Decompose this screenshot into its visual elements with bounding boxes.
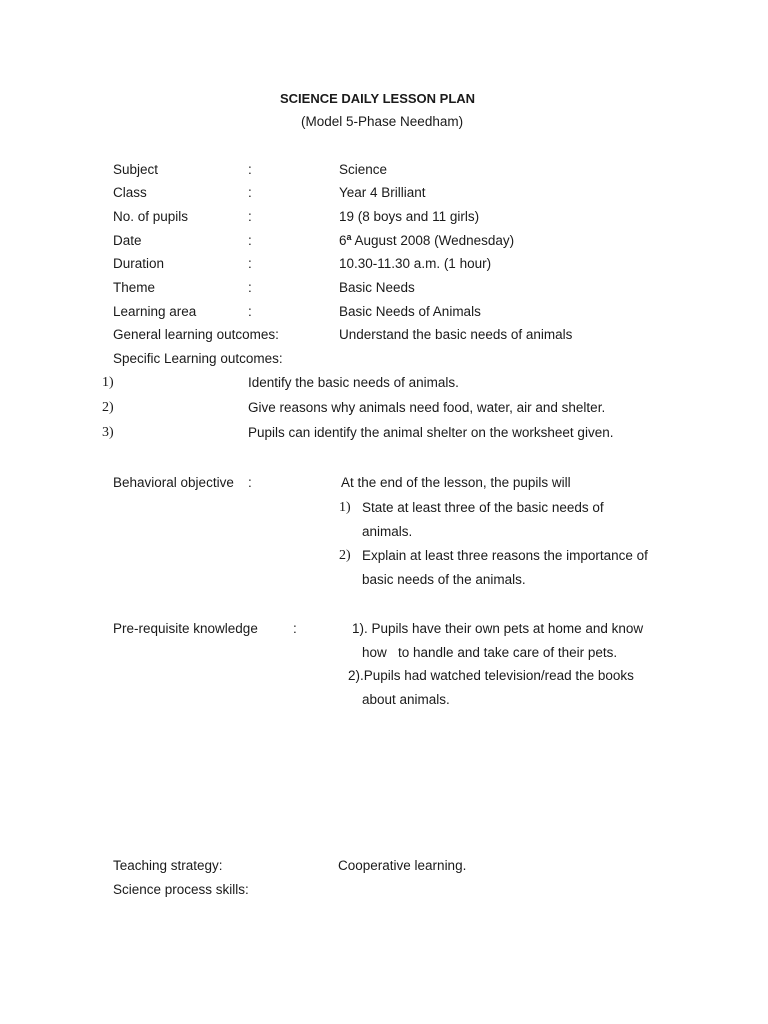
specific-outcome-number: 1) (102, 375, 114, 390)
general-outcomes-value: Understand the basic needs of animals (339, 327, 573, 342)
general-outcomes-label: General learning outcomes: (113, 327, 279, 342)
specific-outcomes-label: Specific Learning outcomes: (113, 351, 283, 366)
pupils-colon: : (248, 209, 252, 224)
prerequisite-item-1-cont: how to handle and take care of their pets. (362, 645, 618, 660)
pupils-value: 19 (8 boys and 11 girls) (339, 209, 480, 224)
duration-label: Duration (113, 256, 165, 271)
date-day: 6 (339, 233, 347, 248)
subject-value: Science (339, 162, 388, 177)
specific-outcome-text: Give reasons why animals need food, water, air and shelter. (248, 400, 606, 415)
document-title: SCIENCE DAILY LESSON PLAN (280, 91, 476, 106)
behavioral-objective-colon: : (248, 475, 252, 490)
behavioral-item-text: Explain at least three reasons the importance of (362, 548, 648, 563)
behavioral-objective-intro: At the end of the lesson, the pupils will (341, 475, 571, 490)
date-label: Date (113, 233, 142, 248)
specific-outcome-number: 3) (102, 425, 114, 440)
learning-area-value: Basic Needs of Animals (339, 304, 481, 319)
teaching-strategy-value: Cooperative learning. (338, 858, 467, 873)
theme-colon: : (248, 280, 252, 295)
prerequisite-item-1: 1). Pupils have their own pets at home and know (352, 621, 644, 636)
date-rest: August 2008 (Wednesday) (351, 233, 515, 248)
date-colon: : (248, 233, 252, 248)
behavioral-item-number: 2) (339, 548, 351, 563)
behavioral-objective-label: Behavioral objective (113, 475, 234, 490)
subject-colon: : (248, 162, 252, 177)
duration-value: 10.30-11.30 a.m. (1 hour) (339, 256, 492, 271)
process-skills-label: Science process skills: (113, 882, 249, 897)
prerequisite-colon: : (293, 621, 297, 636)
document-subtitle: (Model 5-Phase Needham) (301, 114, 464, 129)
learning-area-label: Learning area (113, 304, 197, 319)
learning-area-colon: : (248, 304, 252, 319)
prerequisite-label: Pre-requisite knowledge (113, 621, 258, 636)
behavioral-item-text: State at least three of the basic needs of (362, 500, 604, 515)
class-value: Year 4 Brilliant (339, 185, 426, 200)
duration-colon: : (248, 256, 252, 271)
theme-value: Basic Needs (339, 280, 415, 295)
teaching-strategy-label: Teaching strategy: (113, 858, 223, 873)
theme-label: Theme (113, 280, 156, 295)
specific-outcome-number: 2) (102, 400, 114, 415)
date-day-suffix: a (346, 232, 352, 242)
specific-outcome-text: Pupils can identify the animal shelter on the worksheet given. (248, 425, 614, 440)
pupils-label: No. of pupils (113, 209, 189, 224)
prerequisite-item-2: 2).Pupils had watched television/read the books (348, 668, 634, 683)
behavioral-item-text-cont: animals. (362, 524, 413, 539)
specific-outcome-text: Identify the basic needs of animals. (248, 375, 459, 390)
behavioral-item-text-cont: basic needs of the animals. (362, 572, 526, 587)
subject-label: Subject (113, 162, 159, 177)
date-value (339, 233, 514, 249)
class-label: Class (113, 185, 147, 200)
prerequisite-item-2-cont: about animals. (362, 692, 450, 707)
behavioral-item-number: 1) (339, 500, 351, 515)
class-colon: : (248, 185, 252, 200)
